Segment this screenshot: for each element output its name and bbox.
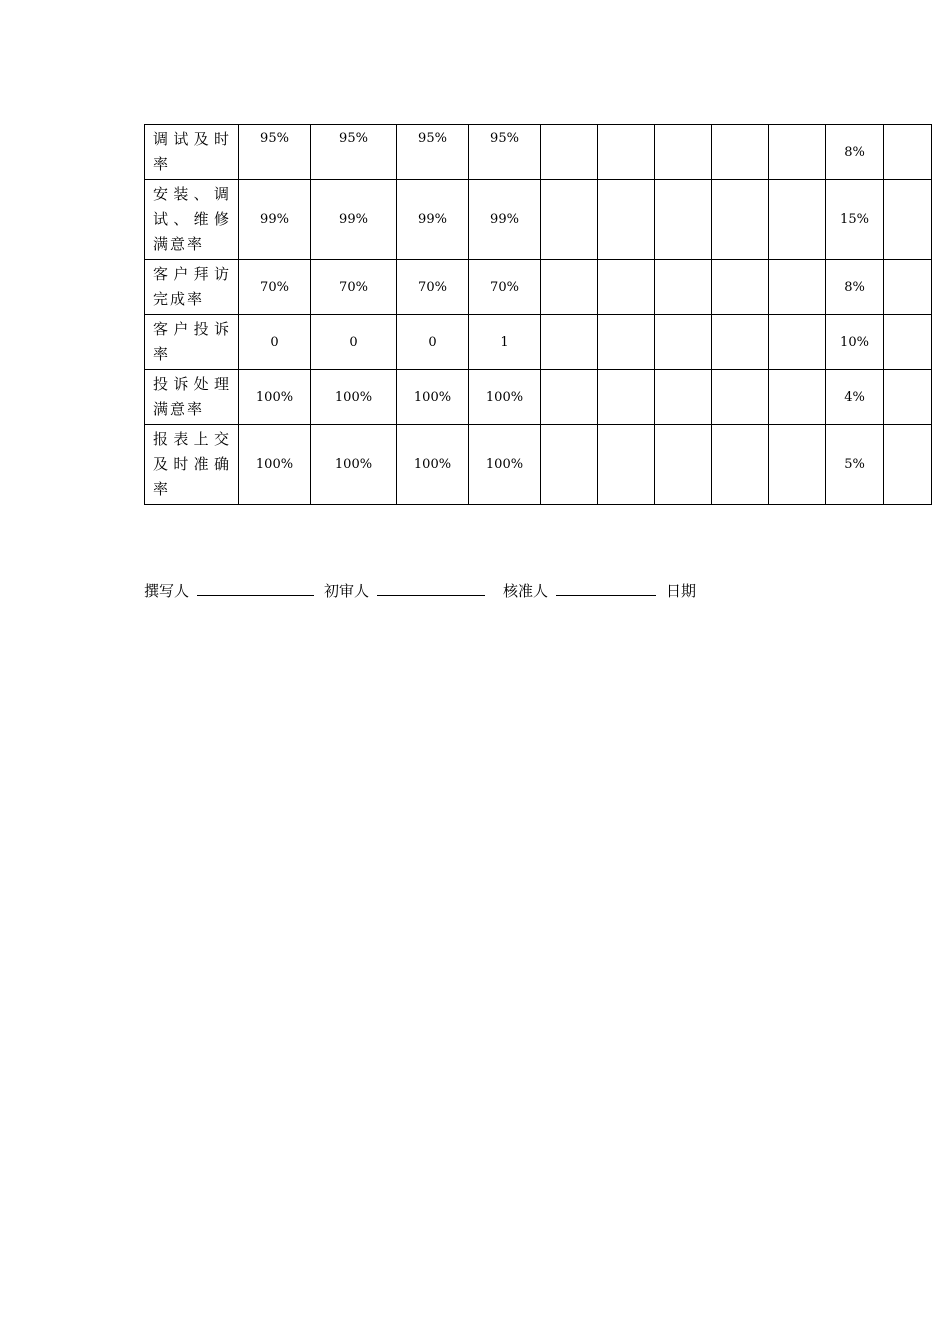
weight-value: 15% (826, 180, 884, 260)
indicator-name-line: 满意率 (153, 235, 205, 253)
weight-value: 8% (826, 260, 884, 315)
empty-cell (598, 180, 655, 260)
reviewer-label: 初审人 (324, 582, 370, 600)
table-row (145, 425, 932, 505)
empty-cell (712, 425, 769, 505)
indicator-name-line: 调试及时 (153, 130, 231, 148)
empty-cell (598, 425, 655, 505)
writer-label: 撰写人 (144, 582, 190, 600)
empty-cell (598, 370, 655, 425)
indicator-name-line: 安装、调 (153, 185, 231, 203)
date-label: 日期 (666, 582, 697, 600)
target-value: 99% (397, 180, 469, 260)
empty-cell (769, 125, 826, 180)
empty-cell (884, 125, 932, 180)
target-value: 100% (469, 370, 541, 425)
weight-value: 4% (826, 370, 884, 425)
target-value: 100% (397, 425, 469, 505)
empty-cell (712, 180, 769, 260)
weight-value: 8% (826, 125, 884, 180)
target-value: 99% (311, 180, 397, 260)
target-value: 70% (469, 260, 541, 315)
empty-cell (769, 180, 826, 260)
indicator-name-line: 投诉处理 (153, 375, 231, 393)
writer-blank (197, 581, 314, 596)
target-value: 100% (239, 425, 311, 505)
empty-cell (655, 315, 712, 370)
signature-line (144, 580, 704, 601)
indicator-name (145, 370, 239, 425)
approver-blank (556, 581, 656, 596)
weight-value: 10% (826, 315, 884, 370)
empty-cell (655, 425, 712, 505)
target-value: 99% (239, 180, 311, 260)
target-value: 100% (469, 425, 541, 505)
indicator-name (145, 315, 239, 370)
target-value: 95% (469, 125, 541, 180)
empty-cell (884, 315, 932, 370)
empty-cell (541, 370, 598, 425)
target-value: 99% (469, 180, 541, 260)
empty-cell (541, 260, 598, 315)
target-value: 1 (469, 315, 541, 370)
empty-cell (884, 180, 932, 260)
empty-cell (541, 180, 598, 260)
empty-cell (655, 370, 712, 425)
target-value: 95% (239, 125, 311, 180)
kpi-table (144, 124, 932, 505)
empty-cell (712, 125, 769, 180)
empty-cell (769, 425, 826, 505)
target-value: 100% (397, 370, 469, 425)
indicator-name-line: 及时准确 (153, 455, 231, 473)
indicator-name (145, 425, 239, 505)
weight-value: 5% (826, 425, 884, 505)
empty-cell (655, 260, 712, 315)
empty-cell (712, 315, 769, 370)
indicator-name (145, 180, 239, 260)
empty-cell (655, 180, 712, 260)
target-value: 70% (311, 260, 397, 315)
empty-cell (712, 370, 769, 425)
indicator-name-line: 满意率 (153, 400, 205, 418)
empty-cell (598, 315, 655, 370)
indicator-name (145, 125, 239, 180)
empty-cell (884, 370, 932, 425)
indicator-name (145, 260, 239, 315)
table-row (145, 180, 932, 260)
indicator-name-line: 率 (153, 155, 171, 173)
empty-cell (769, 315, 826, 370)
empty-cell (884, 425, 932, 505)
indicator-name-line: 率 (153, 345, 171, 363)
target-value: 100% (311, 425, 397, 505)
target-value: 95% (311, 125, 397, 180)
indicator-name-line: 客户投诉 (153, 320, 231, 338)
target-value: 70% (239, 260, 311, 315)
target-value: 95% (397, 125, 469, 180)
table-row (145, 315, 932, 370)
target-value: 0 (239, 315, 311, 370)
table-row (145, 260, 932, 315)
empty-cell (884, 260, 932, 315)
empty-cell (769, 370, 826, 425)
empty-cell (541, 315, 598, 370)
indicator-name-line: 客户拜访 (153, 265, 231, 283)
indicator-name-line: 报表上交 (153, 430, 231, 448)
target-value: 100% (239, 370, 311, 425)
indicator-name-line: 完成率 (153, 290, 205, 308)
target-value: 100% (311, 370, 397, 425)
target-value: 0 (311, 315, 397, 370)
approver-label: 核准人 (503, 582, 549, 600)
empty-cell (541, 125, 598, 180)
indicator-name-line: 试、维修 (153, 210, 231, 228)
empty-cell (712, 260, 769, 315)
reviewer-blank (377, 581, 485, 596)
table-row (145, 370, 932, 425)
target-value: 70% (397, 260, 469, 315)
target-value: 0 (397, 315, 469, 370)
empty-cell (655, 125, 712, 180)
empty-cell (598, 260, 655, 315)
empty-cell (598, 125, 655, 180)
empty-cell (541, 425, 598, 505)
indicator-name-line: 率 (153, 480, 171, 498)
empty-cell (769, 260, 826, 315)
table-row (145, 125, 932, 180)
